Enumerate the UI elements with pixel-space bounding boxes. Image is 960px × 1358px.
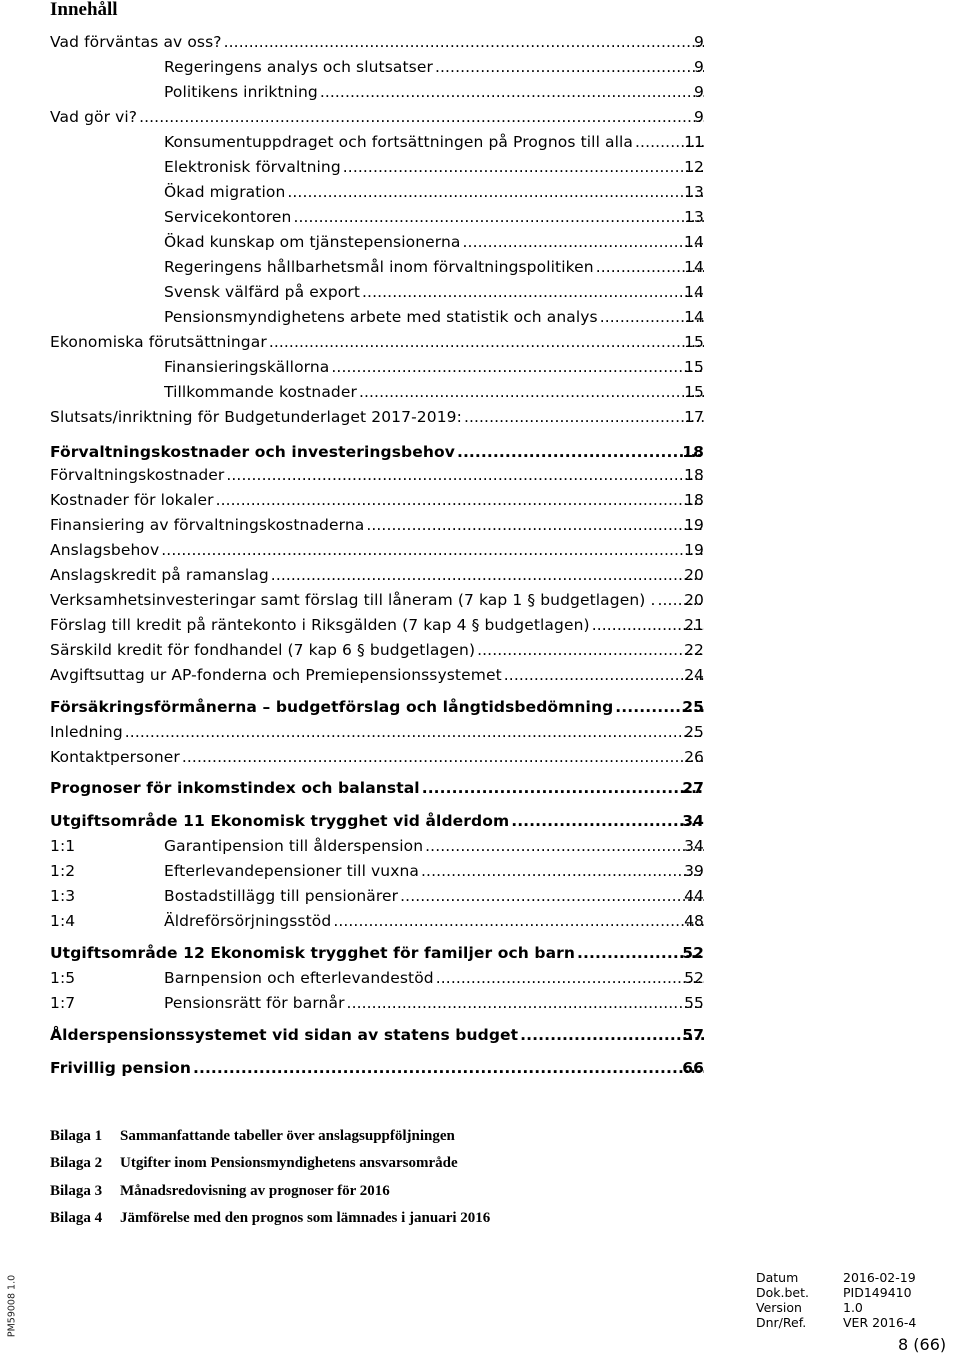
- toc-entry-page: 22: [684, 641, 704, 659]
- toc-entry-page: 18: [682, 443, 704, 461]
- toc-entry-title: Förvaltningskostnader och investeringsbehov: [50, 443, 455, 461]
- toc-dot-leader: [269, 563, 704, 587]
- toc-entry-title: Regeringens hållbarhetsmål inom förvaltningspolitiken: [164, 258, 594, 276]
- toc-dot-leader: [462, 405, 704, 429]
- toc-entry[interactable]: [0, 330, 960, 354]
- toc-entry[interactable]: [0, 776, 960, 800]
- toc-dot-leader: [434, 966, 704, 990]
- toc-entry[interactable]: [0, 909, 960, 933]
- meta-label: Dnr/Ref.: [756, 1315, 807, 1330]
- toc-entry-title: Kontaktpersoner: [50, 748, 180, 766]
- toc-entry-title: Finansiering av förvaltningskostnaderna: [50, 516, 365, 534]
- toc-entry-title: Vad förväntas av oss?: [50, 33, 222, 51]
- toc-entry-title: Barnpension och efterlevandestöd: [164, 969, 434, 987]
- toc-dot-leader: [285, 180, 704, 204]
- toc-heading: Innehåll: [50, 0, 118, 20]
- toc-entry-title: Verksamhetsinvesteringar samt förslag till låneram (7 kap 1 § budgetlagen) .: [50, 591, 656, 609]
- toc-dot-leader: [214, 488, 704, 512]
- toc-entry-page: 24: [684, 666, 704, 684]
- toc-entry-page: 11: [684, 133, 704, 151]
- form-code: PM59008 1.0: [6, 1274, 18, 1338]
- toc-entry[interactable]: [0, 941, 960, 965]
- toc-entry-page: 52: [684, 969, 704, 987]
- toc-entry-title: Svensk välfärd på export: [164, 283, 361, 301]
- toc-entry[interactable]: [0, 745, 960, 769]
- toc-entry-title: Kostnader för lokaler: [50, 491, 214, 509]
- toc-entry[interactable]: [0, 834, 960, 858]
- toc-entry-page: 15: [684, 358, 704, 376]
- toc-entry-page: 14: [684, 258, 704, 276]
- toc-entry-page: 55: [684, 994, 704, 1012]
- toc-dot-leader: [191, 1056, 704, 1080]
- toc-dot-leader: [224, 463, 704, 487]
- toc-entry[interactable]: [0, 440, 960, 464]
- toc-entry-title: Regeringens analys och slutsatser: [164, 58, 433, 76]
- toc-entry-page: 57: [682, 1026, 704, 1044]
- toc-entry-title: Anslagsbehov: [50, 541, 160, 559]
- meta-value: 1.0: [843, 1300, 863, 1315]
- toc-entry-title: Elektronisk förvaltning: [164, 158, 341, 176]
- toc-entry-title: Bostadstillägg till pensionärer: [164, 887, 399, 905]
- toc-entry-number: 1:7: [50, 994, 76, 1012]
- toc-entry-page: 9: [694, 83, 704, 101]
- toc-entry-title: Konsumentuppdraget och fortsättningen på Prognos till alla: [164, 133, 634, 151]
- meta-value: VER 2016-4: [843, 1315, 917, 1330]
- toc-dot-leader: [123, 720, 704, 744]
- toc-dot-leader: [420, 776, 704, 800]
- toc-entry-page: 25: [682, 698, 704, 716]
- toc-entry-page: 39: [684, 862, 704, 880]
- toc-entry-page: 20: [684, 591, 704, 609]
- toc-entry-title: Förslag till kredit på räntekonto i Riksgälden (7 kap 4 § budgetlagen): [50, 616, 590, 634]
- toc-entry[interactable]: [0, 638, 960, 662]
- toc-entry-page: 26: [684, 748, 704, 766]
- toc-entry-page: 14: [684, 233, 704, 251]
- toc-entry-page: 9: [694, 33, 704, 51]
- toc-entry[interactable]: [0, 1056, 960, 1080]
- toc-entry-page: 52: [682, 944, 704, 962]
- toc-entry-title: Pensionsmyndighetens arbete med statistik och analys: [164, 308, 598, 326]
- toc-entry-title: Tillkommande kostnader: [164, 383, 357, 401]
- meta-value: 2016-02-19: [843, 1270, 916, 1285]
- toc-entry[interactable]: [0, 305, 960, 329]
- toc-dot-leader: [433, 55, 704, 79]
- toc-entry-number: 1:1: [50, 837, 76, 855]
- appendix-title: Utgifter inom Pensionsmyndighetens ansvarsområde: [120, 1155, 458, 1171]
- toc-entry-title: Garantipension till ålderspension: [164, 837, 424, 855]
- toc-dot-leader: [518, 1023, 704, 1047]
- toc-entry[interactable]: [0, 205, 960, 229]
- toc-entry[interactable]: [0, 588, 960, 612]
- appendix-label: Bilaga 1: [50, 1128, 103, 1144]
- toc-entry[interactable]: [0, 720, 960, 744]
- appendix-label: Bilaga 3: [50, 1183, 103, 1199]
- toc-dot-leader: [423, 834, 704, 858]
- toc-entry-title: Försäkringsförmånerna – budgetförslag och långtidsbedömning: [50, 698, 614, 716]
- toc-entry[interactable]: [0, 355, 960, 379]
- toc-entry-page: 34: [684, 837, 704, 855]
- toc-entry-title: Utgiftsområde 11 Ekonomisk trygghet vid ålderdom: [50, 812, 510, 830]
- meta-label: Dok.bet.: [756, 1285, 809, 1300]
- toc-entry[interactable]: [0, 613, 960, 637]
- meta-label: Version: [756, 1300, 802, 1315]
- toc-entry[interactable]: [0, 884, 960, 908]
- toc-entry-page: 15: [684, 333, 704, 351]
- toc-entry-page: 34: [682, 812, 704, 830]
- toc-dot-leader: [180, 745, 704, 769]
- toc-dot-leader: [159, 538, 704, 562]
- appendix-item: [50, 1207, 490, 1229]
- toc-entry-title: Pensionsrätt för barnår: [164, 994, 345, 1012]
- toc-entry[interactable]: [0, 563, 960, 587]
- toc-dot-leader: [502, 663, 704, 687]
- toc-entry[interactable]: [0, 488, 960, 512]
- appendix-item: [50, 1180, 390, 1202]
- toc-entry[interactable]: [0, 30, 960, 54]
- toc-entry-page: 13: [684, 208, 704, 226]
- toc-entry[interactable]: [0, 859, 960, 883]
- toc-dot-leader: [398, 884, 704, 908]
- toc-entry[interactable]: [0, 55, 960, 79]
- toc-dot-leader: [222, 30, 704, 54]
- toc-entry-title: Ålderspensionssystemet vid sidan av statens budget: [50, 1026, 519, 1044]
- toc-entry-page: 18: [684, 466, 704, 484]
- toc-entry[interactable]: [0, 255, 960, 279]
- toc-dot-leader: [318, 80, 704, 104]
- appendix-item: [50, 1152, 458, 1174]
- toc-entry-number: 1:3: [50, 887, 76, 905]
- meta-value: PID149410: [843, 1285, 912, 1300]
- appendix-item: [50, 1125, 455, 1147]
- toc-entry-page: 13: [684, 183, 704, 201]
- toc-entry-page: 21: [684, 616, 704, 634]
- toc-entry[interactable]: [0, 809, 960, 833]
- toc-entry[interactable]: [0, 1023, 960, 1047]
- toc-dot-leader: [461, 230, 704, 254]
- toc-dot-leader: [360, 280, 704, 304]
- toc-entry[interactable]: [0, 405, 960, 429]
- appendix-label: Bilaga 2: [50, 1155, 103, 1171]
- toc-entry-title: Vad gör vi?: [50, 108, 138, 126]
- appendix-label: Bilaga 4: [50, 1210, 103, 1226]
- toc-entry[interactable]: [0, 80, 960, 104]
- toc-entry-page: 20: [684, 566, 704, 584]
- toc-entry-title: Förvaltningskostnader: [50, 466, 225, 484]
- toc-dot-leader: [331, 909, 704, 933]
- toc-entry-page: 14: [684, 308, 704, 326]
- toc-entry-page: 44: [684, 887, 704, 905]
- toc-dot-leader: [345, 991, 704, 1015]
- toc-entry-page: 9: [694, 58, 704, 76]
- toc-entry[interactable]: [0, 230, 960, 254]
- toc-entry[interactable]: [0, 538, 960, 562]
- toc-entry[interactable]: [0, 180, 960, 204]
- toc-entry-title: Ökad migration: [164, 183, 286, 201]
- toc-entry-title: Politikens inriktning: [164, 83, 318, 101]
- toc-entry-title: Prognoser för inkomstindex och balanstal: [50, 779, 420, 797]
- toc-entry-page: 9: [694, 108, 704, 126]
- toc-dot-leader: [419, 859, 704, 883]
- toc-entry-page: 19: [684, 516, 704, 534]
- toc-dot-leader: [455, 440, 704, 464]
- toc-dot-leader: [475, 638, 704, 662]
- toc-entry-title: Efterlevandepensioner till vuxna: [164, 862, 420, 880]
- toc-entry-title: Ekonomiska förutsättningar: [50, 333, 267, 351]
- toc-dot-leader: [364, 513, 704, 537]
- toc-entry[interactable]: [0, 280, 960, 304]
- toc-entry-number: 1:2: [50, 862, 76, 880]
- toc-dot-leader: [267, 330, 704, 354]
- toc-entry-page: 14: [684, 283, 704, 301]
- meta-label: Datum: [756, 1270, 799, 1285]
- toc-dot-leader: [341, 155, 704, 179]
- toc-entry-title: Finansieringskällorna: [164, 358, 330, 376]
- toc-dot-leader: [291, 205, 704, 229]
- toc-entry[interactable]: [0, 105, 960, 129]
- toc-entry[interactable]: [0, 663, 960, 687]
- toc-dot-leader: [137, 105, 704, 129]
- toc-dot-leader: [357, 380, 704, 404]
- toc-entry[interactable]: [0, 695, 960, 719]
- toc-entry-title: Utgiftsområde 12 Ekonomisk trygghet för familjer och barn: [50, 944, 576, 962]
- toc-entry[interactable]: [0, 991, 960, 1015]
- toc-entry-page: 17: [684, 408, 704, 426]
- appendix-title: Sammanfattande tabeller över anslagsuppföljningen: [120, 1128, 455, 1144]
- toc-entry[interactable]: [0, 463, 960, 487]
- toc-entry-title: Avgiftsuttag ur AP-fonderna och Premiepensionssystemet: [50, 666, 502, 684]
- toc-entry-title: Ökad kunskap om tjänstepensionerna: [164, 233, 461, 251]
- toc-entry-page: 19: [684, 541, 704, 559]
- toc-entry[interactable]: [0, 513, 960, 537]
- toc-entry-number: 1:4: [50, 912, 76, 930]
- toc-entry-number: 1:5: [50, 969, 76, 987]
- toc-entry-page: 12: [684, 158, 704, 176]
- toc-entry-title: Frivillig pension: [50, 1059, 191, 1077]
- toc-entry-page: 25: [684, 723, 704, 741]
- toc-entry-title: Slutsats/inriktning för Budgetunderlaget 2017-2019:: [50, 408, 462, 426]
- toc-entry-title: Inledning: [50, 723, 123, 741]
- appendix-title: Månadsredovisning av prognoser för 2016: [120, 1183, 390, 1199]
- toc-dot-leader: [329, 355, 704, 379]
- toc-entry-page: 15: [684, 383, 704, 401]
- toc-entry-page: 48: [684, 912, 704, 930]
- page-count: 8 (66): [898, 1335, 947, 1354]
- toc-entry-title: Särskild kredit för fondhandel (7 kap 6 § budgetlagen): [50, 641, 476, 659]
- toc-entry-page: 18: [684, 491, 704, 509]
- toc-entry-title: Äldreförsörjningsstöd: [164, 912, 332, 930]
- toc-entry[interactable]: [0, 380, 960, 404]
- appendix-title: Jämförelse med den prognos som lämnades i januari 2016: [120, 1210, 491, 1226]
- toc-entry-title: Anslagskredit på ramanslag: [50, 566, 269, 584]
- toc-entry[interactable]: [0, 155, 960, 179]
- toc-entry-page: 27: [682, 779, 704, 797]
- toc-entry[interactable]: [0, 130, 960, 154]
- toc-entry-title: Servicekontoren: [164, 208, 292, 226]
- toc-entry[interactable]: [0, 966, 960, 990]
- toc-dot-leader: [509, 809, 704, 833]
- toc-entry-page: 66: [682, 1059, 704, 1077]
